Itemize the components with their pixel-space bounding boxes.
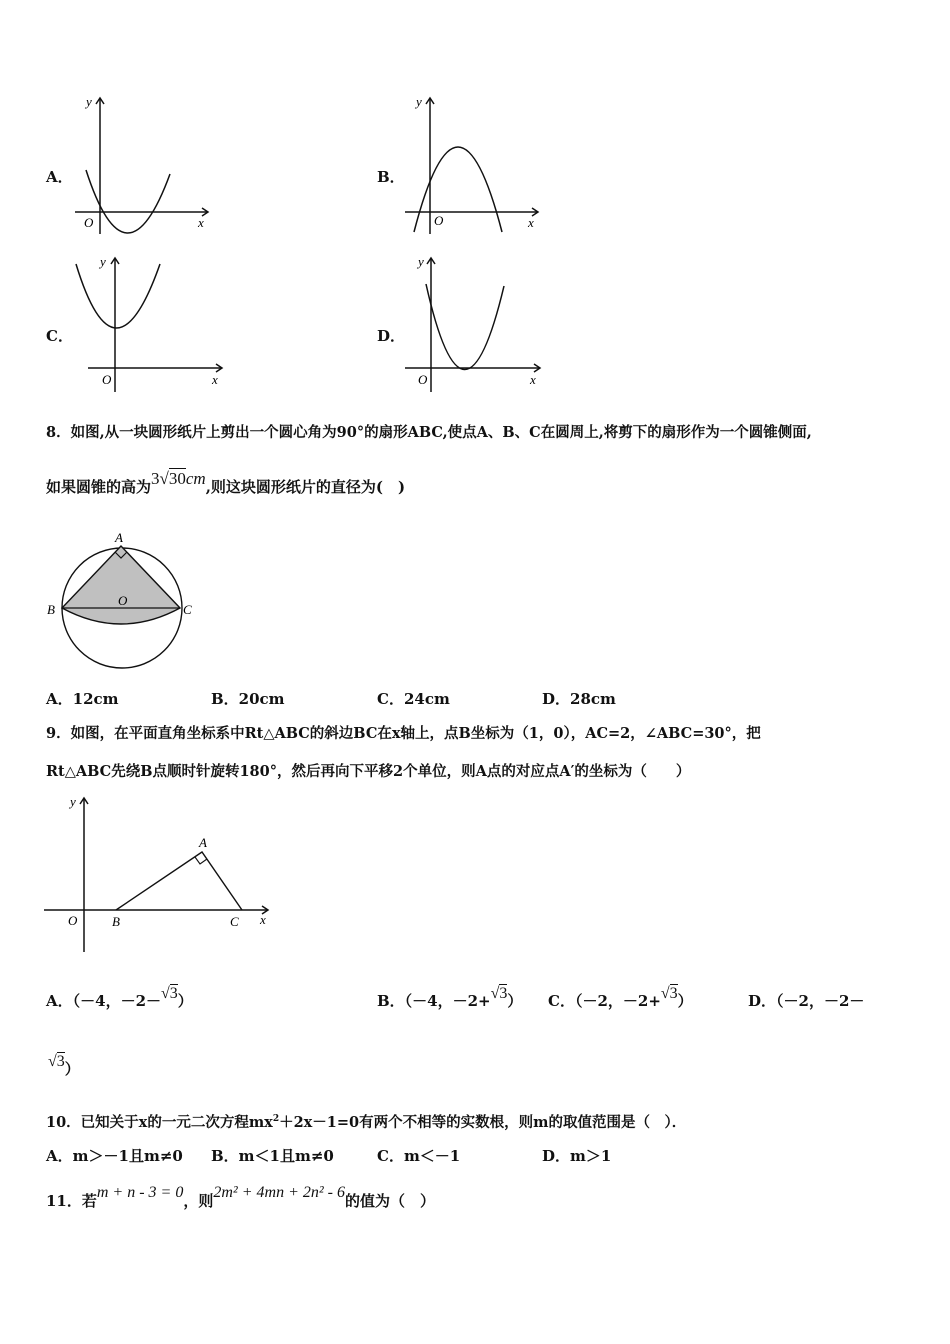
origin-label: O: [418, 372, 428, 387]
q7-option-d-label: D．: [377, 327, 406, 345]
q8-height-expression: 3√30cm: [151, 469, 206, 488]
q9-option-c[interactable]: C．（－2，－2+√3）: [548, 985, 693, 1010]
q7-graph-c: [70, 252, 230, 397]
q7-graph-d: [400, 252, 550, 397]
triangle-abc: [116, 852, 242, 910]
parabola-curve: [86, 170, 170, 233]
q9-option-a[interactable]: A．（－4，－2－√3）: [46, 985, 193, 1010]
y-label: y: [100, 254, 106, 269]
q8-option-c[interactable]: C．24cm: [377, 690, 450, 708]
label-c: C: [183, 602, 192, 617]
q11-expression: 2m² + 4mn + 2n² - 6: [213, 1184, 345, 1201]
q11-stem: 11．若m + n - 3 = 0，则2m² + 4mn + 2n² - 6的值为（ ）: [46, 1184, 436, 1210]
label-b: B: [112, 914, 120, 929]
x-label: x: [528, 215, 534, 230]
parabola-curve: [426, 284, 504, 370]
q10-option-c[interactable]: C．m＜－1: [377, 1147, 461, 1165]
q7-option-a-label: A．: [46, 168, 73, 186]
q9-option-d-continued: √3）: [48, 1053, 80, 1078]
q7-option-c-label: C．: [46, 327, 73, 345]
q8-stem-text-b: ,则这块圆形纸片的直径为( ): [205, 478, 406, 496]
y-label: y: [418, 254, 424, 269]
q9-option-d[interactable]: D．（－2，－2－: [748, 992, 865, 1010]
q10-option-d[interactable]: D．m＞1: [542, 1147, 612, 1165]
y-label: y: [416, 94, 422, 109]
parabola-curve: [76, 264, 160, 328]
q10-option-b[interactable]: B．m＜1且m≠0: [211, 1147, 334, 1165]
label-o: O: [118, 593, 128, 608]
q9-option-b[interactable]: B．（－4，－2+√3）: [377, 985, 523, 1010]
label-a: A: [199, 835, 207, 850]
q8-option-b[interactable]: B．20cm: [211, 690, 285, 708]
q8-option-d[interactable]: D．28cm: [542, 690, 616, 708]
label-o: O: [68, 913, 78, 928]
x-label: x: [198, 215, 204, 230]
right-angle-mark: [195, 857, 207, 864]
q10-stem: 10．已知关于x的一元二次方程$mx^2+2x-1=0$有两个不相等的实数根，则m的取值范围是（ ）．: [46, 1114, 687, 1131]
origin-label: O: [434, 213, 444, 228]
q9-stem-line2: Rt△ABC先绕B点顺时针旋转180°，然后再向下平移2个单位，则A点的对应点A′的坐标为（ ）: [46, 763, 691, 780]
x-label: x: [212, 372, 218, 387]
q11-condition: m + n - 3 = 0: [96, 1184, 184, 1201]
y-label: y: [86, 94, 92, 109]
origin-label: O: [84, 215, 94, 230]
label-c: C: [230, 914, 239, 929]
label-b: B: [47, 602, 55, 617]
x-label: x: [530, 372, 536, 387]
parabola-curve: [414, 147, 502, 232]
q8-option-a[interactable]: A．12cm: [46, 690, 119, 708]
q7-graph-b: [400, 92, 545, 237]
q7-option-b-label: B．: [377, 168, 405, 186]
q10-option-a[interactable]: A．m＞－1且m≠0: [46, 1147, 183, 1165]
q9-stem-line1: 9．如图，在平面直角坐标系中Rt△ABC的斜边BC在x轴上，点B坐标为（1，0），AC=2，∠ABC=30°，把: [46, 725, 761, 742]
label-a: A: [115, 530, 123, 545]
q9-figure: [40, 792, 280, 957]
q8-stem-line1: 8．如图,从一块圆形纸片上剪出一个圆心角为90°的扇形ABC,使点A、B、C在圆周上,将剪下的扇形作为一个圆锥侧面,: [46, 424, 812, 441]
label-y: y: [70, 794, 76, 809]
q7-graph-a: [70, 92, 215, 237]
q8-stem-text-a: 如果圆锥的高为: [46, 478, 152, 496]
q8-figure: [44, 528, 204, 673]
origin-label: O: [102, 372, 112, 387]
label-x: x: [260, 912, 266, 927]
q8-stem-line2: [46, 469, 406, 497]
